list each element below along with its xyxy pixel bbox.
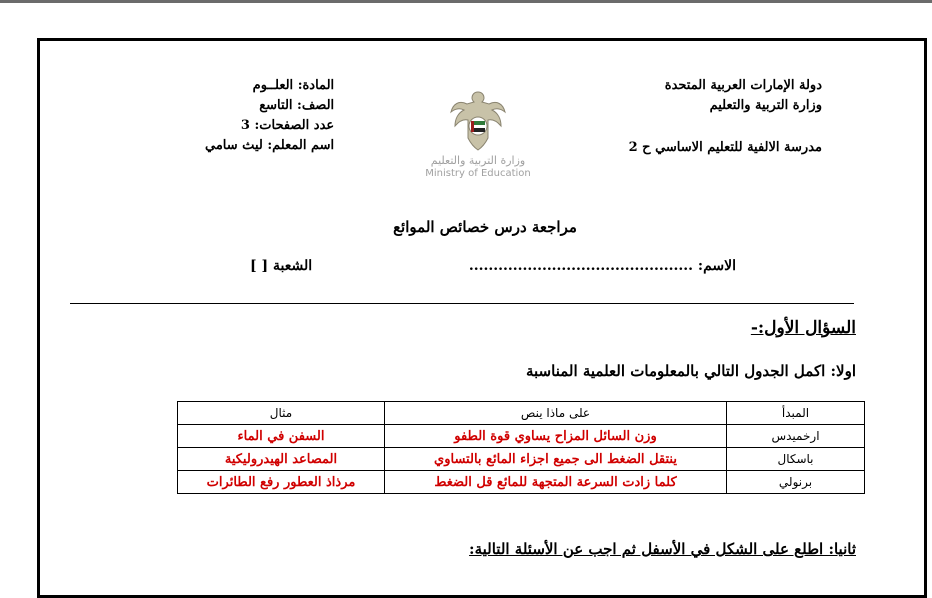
table-cell-statement: ينتقل الضغط الى جميع اجزاء المائع بالتساوي [385, 448, 727, 471]
emblem-ministry-arabic: وزارة التربية والتعليم [430, 154, 526, 167]
header-right [629, 76, 822, 158]
table-header-statement: على ماذا ينص [385, 402, 727, 425]
subject-line: المادة: العلــوم [252, 78, 335, 93]
student-name-field: الاسم: .............................................. [468, 258, 736, 274]
emblem-ministry-english: Ministry of Education [425, 168, 531, 179]
table-row [178, 471, 865, 494]
grade-line: الصف: التاسع [259, 98, 335, 113]
question-two-instruction: ثانيا: اطلع على الشكل في الأسفل ثم اجب عن الأسئلة التالية: [469, 540, 856, 558]
table-cell-example: مرذاذ العطور رفع الطائرات [178, 471, 385, 494]
page-title: مراجعة درس خصائص الموائع [393, 218, 577, 236]
pages-line: عدد الصفحات: 3 [240, 118, 335, 133]
question-one-instruction: اولا: اكمل الجدول التالي بالمعلومات العلمية المناسبة [525, 362, 856, 380]
table-cell-principle: ارخميدس [727, 425, 865, 448]
table-cell-statement: وزن السائل المزاح يساوي قوة الطفو [385, 425, 727, 448]
teacher-line: اسم المعلم: ليث سامي [205, 138, 335, 153]
top-border-line [0, 0, 932, 3]
table-header-example: مثال [178, 402, 385, 425]
table-row [178, 448, 865, 471]
ministry-emblem [418, 86, 538, 198]
table-cell-statement: كلما زادت السرعة المتجهة للمائع قل الضغط [385, 471, 727, 494]
table-header-row [178, 402, 865, 425]
school-name: مدرسة الالفية للتعليم الاساسي ح 2 [628, 140, 822, 155]
header-left [205, 76, 334, 156]
table-cell-principle: برنولي [727, 471, 865, 494]
principles-table [177, 401, 865, 494]
ministry-name: وزارة التربية والتعليم [709, 98, 822, 113]
question-one-heading: السؤال الأول:- [750, 318, 856, 338]
country-name: دولة الإمارات العربية المتحدة [664, 78, 822, 93]
table-cell-example: المصاعد الهيدروليكية [178, 448, 385, 471]
student-section-field: الشعبة [ ] [250, 258, 313, 274]
table-cell-example: السفن في الماء [178, 425, 385, 448]
divider-line [70, 303, 854, 304]
table-row [178, 425, 865, 448]
uae-emblem-icon [447, 86, 509, 152]
table-header-principle: المبدأ [727, 402, 865, 425]
table-cell-principle: باسكال [727, 448, 865, 471]
